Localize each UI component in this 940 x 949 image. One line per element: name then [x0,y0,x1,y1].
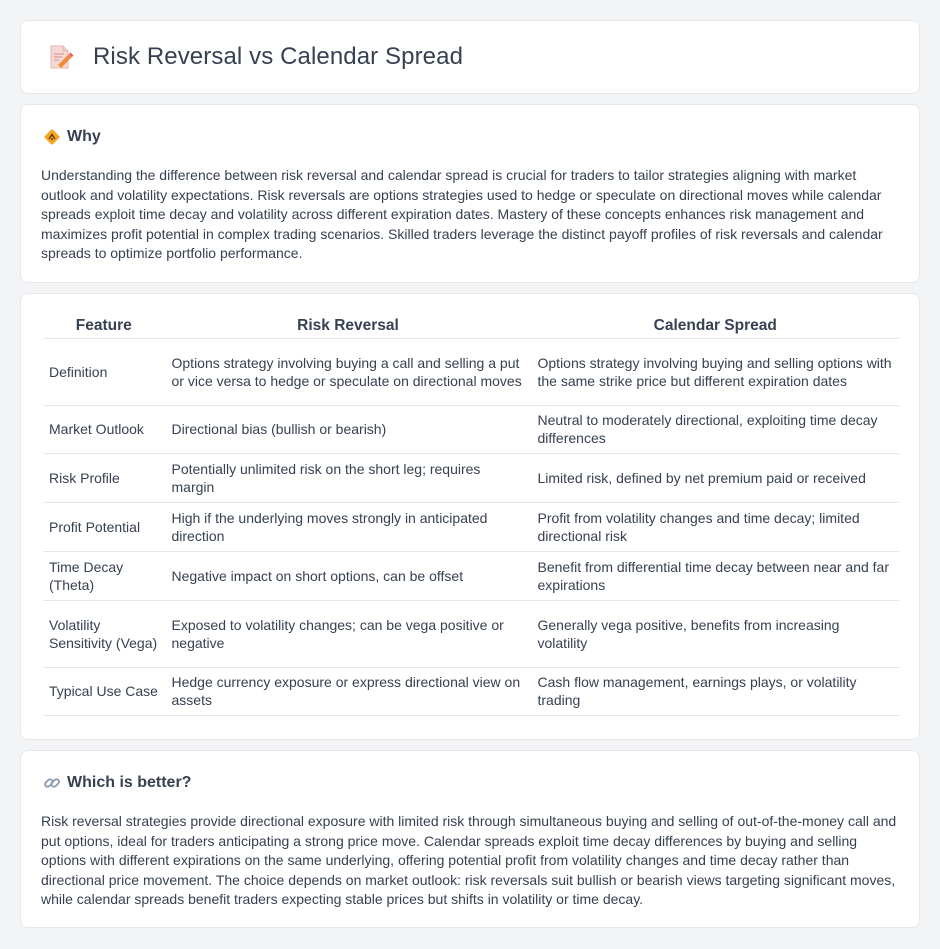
risk-reversal-cell: Directional bias (bullish or bearish) [165,405,531,453]
header-feature: Feature [43,316,165,338]
risk-reversal-cell: Exposed to volatility changes; can be vega positive or negative [165,600,531,667]
risk-reversal-cell: Options strategy involving buying a call and selling a put or vice versa to hedge or speculate on directional moves [165,338,531,405]
table-row [43,338,899,405]
page-title: Risk Reversal vs Calendar Spread [93,43,464,70]
why-paragraph: Understanding the difference between risk reversal and calendar spread is crucial for traders to tailor strategies aligning with market outlook and volatility expectations. Risk reversals are options strategies used to hedge or speculate on directional moves while calendar spreads exploit time decay and volatility across different expiration dates. Mastery of these concepts enhances risk management and maximizes profit potential in complex trading scenarios. Skilled traders leverage the distinct payoff profiles of risk reversals and calendar spreads to optimize portfolio performance. [41,167,883,262]
feature-cell: Time Decay (Theta) [43,551,165,600]
header-calendar-spread: Calendar Spread [531,316,899,338]
risk-reversal-cell: Negative impact on short options, can be offset [165,551,531,600]
why-heading: Why [67,128,101,145]
better-paragraph: Risk reversal strategies provide directional exposure with limited risk through simultaneous buying and selling of out-of-the-money call and put options, ideal for traders anticipating a strong price move. Calendar spreads exploit time decay differences by buying and selling options with different expirations on the same underlying, offering potential profit from volatility changes and time decay rather than directional price movement. The choice depends on market outlook: risk reversals suit bullish or bearish views targeting significant moves, while calendar spreads benefit traders expecting stable prices but shifts in volatility or time decay. [41,813,897,908]
why-heading-row [43,128,101,146]
calendar-spread-cell: Options strategy involving buying and selling options with the same strike price but different expiration dates [531,338,899,405]
feature-cell: Market Outlook [43,405,165,453]
table-row [43,551,899,600]
better-heading: Which is better? [67,774,192,791]
feature-cell: Risk Profile [43,453,165,502]
title-card [20,20,920,94]
comparison-section [20,293,920,740]
table-row [43,667,899,715]
risk-reversal-cell: High if the underlying moves strongly in anticipated direction [165,502,531,551]
table-header-row [43,316,899,338]
title-row [45,42,463,72]
comparison-table [43,316,899,716]
header-risk-reversal: Risk Reversal [165,316,531,338]
calendar-spread-cell: Limited risk, defined by net premium paid or received [531,453,899,502]
calendar-spread-cell: Generally vega positive, benefits from increasing volatility [531,600,899,667]
risk-reversal-cell: Hedge currency exposure or express directional view on assets [165,667,531,715]
table-row [43,502,899,551]
feature-cell: Volatility Sensitivity (Vega) [43,600,165,667]
table-row [43,405,899,453]
calendar-spread-cell: Benefit from differential time decay between near and far expirations [531,551,899,600]
calendar-spread-cell: Cash flow management, earnings plays, or volatility trading [531,667,899,715]
which-is-better-section [20,750,920,928]
link-icon [43,774,61,792]
calendar-spread-cell: Profit from volatility changes and time decay; limited directional risk [531,502,899,551]
risk-reversal-cell: Potentially unlimited risk on the short leg; requires margin [165,453,531,502]
calendar-spread-cell: Neutral to moderately directional, exploiting time decay differences [531,405,899,453]
document-pencil-icon [45,42,75,72]
feature-cell: Typical Use Case [43,667,165,715]
table-row [43,453,899,502]
diamond-sign-icon [43,128,61,146]
table-row [43,600,899,667]
better-heading-row [43,774,191,792]
feature-cell: Profit Potential [43,502,165,551]
why-section [20,104,920,283]
feature-cell: Definition [43,338,165,405]
